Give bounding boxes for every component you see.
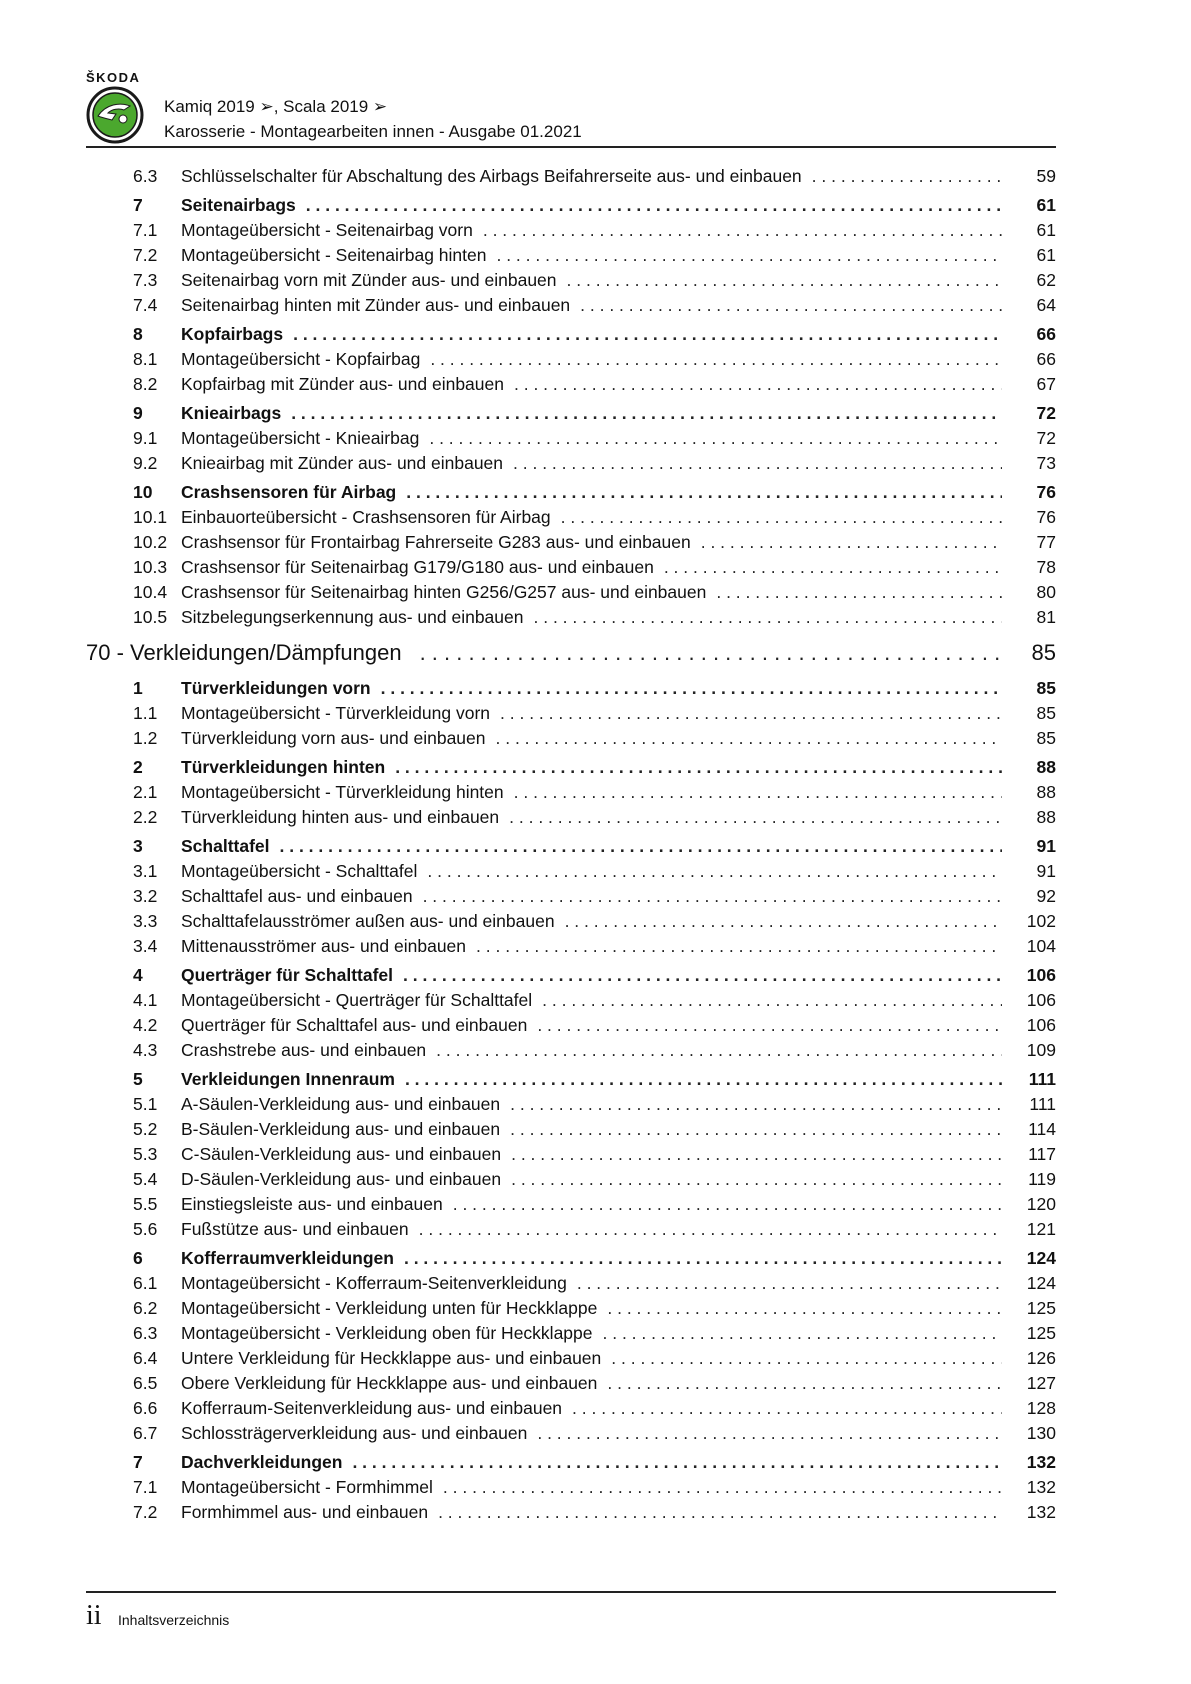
toc-entry-number: 4.3 xyxy=(133,1040,158,1060)
dot-leader xyxy=(419,1219,1002,1240)
dot-leader xyxy=(500,703,1002,724)
toc-entry-number: 3.2 xyxy=(133,886,158,906)
toc-entry-page: 81 xyxy=(1036,607,1056,627)
toc-entry-title: Querträger für Schalttafel xyxy=(181,965,393,985)
toc-entry-number: 6.7 xyxy=(133,1423,158,1443)
brand-wordmark: ŠKODA xyxy=(86,70,141,85)
toc-entry-title: Crashsensor für Seitenairbag hinten G256/G257 aus- und einbauen xyxy=(181,582,707,602)
toc-entry-page: 119 xyxy=(1028,1169,1056,1189)
header-divider xyxy=(86,146,1056,148)
toc-entry-row[interactable] xyxy=(86,861,1056,886)
toc-entry-title: Schalttafel aus- und einbauen xyxy=(181,886,413,906)
toc-chapter-row[interactable] xyxy=(86,836,1056,861)
toc-entry-number: 1.1 xyxy=(133,703,158,723)
dot-leader xyxy=(381,678,1002,699)
toc-entry-row[interactable] xyxy=(86,220,1056,245)
toc-entry-title: C-Säulen-Verkleidung aus- und einbauen xyxy=(181,1144,502,1164)
toc-entry-row[interactable] xyxy=(86,607,1056,632)
toc-entry-title: Montageübersicht - Türverkleidung vorn xyxy=(181,703,491,723)
toc-entry-number: 3 xyxy=(133,836,143,856)
toc-entry-title: Crashstrebe aus- und einbauen xyxy=(181,1040,427,1060)
toc-entry-row[interactable] xyxy=(86,1298,1056,1323)
toc-entry-title: Türverkleidung vorn aus- und einbauen xyxy=(181,728,486,748)
toc-entry-number: 5.2 xyxy=(133,1119,158,1139)
toc-entry-number: 4.2 xyxy=(133,1015,158,1035)
toc-entry-page: 130 xyxy=(1026,1423,1056,1443)
toc-entry-page: 106 xyxy=(1026,990,1056,1010)
dot-leader xyxy=(291,403,1002,424)
dot-leader xyxy=(423,886,1002,907)
dot-leader xyxy=(577,1273,1002,1294)
dot-leader xyxy=(664,557,1002,578)
dot-leader xyxy=(514,782,1002,803)
toc-entry-row[interactable] xyxy=(86,936,1056,961)
toc-entry-number: 4.1 xyxy=(133,990,158,1010)
dot-leader xyxy=(812,166,1002,187)
toc-entry-page: 80 xyxy=(1036,582,1056,602)
toc-entry-number: 10.3 xyxy=(133,557,168,577)
toc-entry-page: 62 xyxy=(1036,270,1056,290)
toc-entry-page: 102 xyxy=(1026,911,1056,931)
toc-entry-number: 2.1 xyxy=(133,782,158,802)
toc-entry-row[interactable] xyxy=(86,728,1056,753)
toc-entry-title: Montageübersicht - Kopfairbag xyxy=(181,349,421,369)
footer-section-name: Inhaltsverzeichnis xyxy=(118,1612,230,1628)
dot-leader xyxy=(537,1423,1002,1444)
toc-entry-title: Schlossträgerverkleidung aus- und einbauen xyxy=(181,1423,528,1443)
toc-entry-title: Montageübersicht - Formhimmel xyxy=(181,1477,433,1497)
dot-leader xyxy=(476,936,1002,957)
toc-entry-page: 111 xyxy=(1028,1069,1056,1089)
dot-leader xyxy=(443,1477,1002,1498)
dot-leader xyxy=(572,1398,1002,1419)
toc-entry-title: Obere Verkleidung für Heckklappe aus- und einbauen xyxy=(181,1373,598,1393)
toc-entry-page: 117 xyxy=(1028,1144,1056,1164)
toc-entry-page: 64 xyxy=(1036,295,1056,315)
toc-entry-row[interactable] xyxy=(86,1144,1056,1169)
toc-entry-row[interactable] xyxy=(86,1040,1056,1065)
toc-entry-page: 124 xyxy=(1026,1248,1056,1268)
toc-entry-page: 128 xyxy=(1026,1398,1056,1418)
toc-entry-title: Seitenairbag vorn mit Zünder aus- und einbauen xyxy=(181,270,557,290)
toc-entry-title: Türverkleidungen vorn xyxy=(181,678,371,698)
toc-entry-title: Verkleidungen Innenraum xyxy=(181,1069,395,1089)
toc-entry-page: 61 xyxy=(1036,195,1056,215)
toc-entry-page: 78 xyxy=(1036,557,1056,577)
toc-entry-number: 8 xyxy=(133,324,143,344)
toc-entry-number: 7.2 xyxy=(133,1502,158,1522)
toc-entry-row[interactable] xyxy=(86,349,1056,374)
dot-leader xyxy=(405,1069,1002,1090)
toc-entry-number: 2 xyxy=(133,757,143,777)
toc-entry-page: 91 xyxy=(1036,836,1056,856)
toc-entry-page: 73 xyxy=(1036,453,1056,473)
dot-leader xyxy=(611,1348,1002,1369)
toc-entry-number: 1.2 xyxy=(133,728,158,748)
toc-entry-number: 7.1 xyxy=(133,1477,158,1497)
toc-group-page: 85 xyxy=(1031,640,1056,665)
toc-entry-title: Montageübersicht - Kofferraum-Seitenverkleidung xyxy=(181,1273,567,1293)
toc-entry-title: B-Säulen-Verkleidung aus- und einbauen xyxy=(181,1119,501,1139)
toc-entry-row[interactable] xyxy=(86,1373,1056,1398)
toc-entry-title: Montageübersicht - Verkleidung oben für Heckklappe xyxy=(181,1323,593,1343)
toc-entry-page: 106 xyxy=(1026,1015,1056,1035)
toc-entry-page: 132 xyxy=(1026,1502,1056,1522)
toc-entry-title: Montageübersicht - Verkleidung unten für Heckklappe xyxy=(181,1298,598,1318)
toc-chapter-row[interactable] xyxy=(86,195,1056,220)
dot-leader xyxy=(513,453,1002,474)
dot-leader xyxy=(514,374,1002,395)
dot-leader xyxy=(537,1015,1002,1036)
toc-entry-page: 66 xyxy=(1036,349,1056,369)
toc-entry-row[interactable] xyxy=(86,507,1056,532)
toc-entry-row[interactable] xyxy=(86,1119,1056,1144)
toc-entry-row[interactable] xyxy=(86,703,1056,728)
toc-entry-page: 66 xyxy=(1036,324,1056,344)
toc-entry-row[interactable] xyxy=(86,1398,1056,1423)
toc-entry-number: 2.2 xyxy=(133,807,158,827)
toc-entry-number: 5.1 xyxy=(133,1094,158,1114)
toc-chapter-row[interactable] xyxy=(86,1069,1056,1094)
toc-entry-number: 3.1 xyxy=(133,861,158,881)
toc-entry-row[interactable] xyxy=(86,886,1056,911)
toc-entry-row[interactable] xyxy=(86,1423,1056,1448)
toc-entry-number: 5.4 xyxy=(133,1169,158,1189)
toc-entry-title: Mittenausströmer aus- und einbauen xyxy=(181,936,467,956)
toc-group-title: 70 - Verkleidungen/Dämpfungen xyxy=(86,640,402,665)
toc-entry-row[interactable] xyxy=(86,1323,1056,1348)
toc-entry-page: 91 xyxy=(1036,861,1056,881)
toc-entry-page: 126 xyxy=(1026,1348,1056,1368)
dot-leader xyxy=(580,295,1002,316)
dot-leader xyxy=(716,582,1002,603)
toc-group-heading[interactable] xyxy=(86,640,1056,674)
skoda-logo-icon xyxy=(86,86,144,144)
toc-section-list-1 xyxy=(86,166,1056,632)
toc-entry-row[interactable] xyxy=(86,245,1056,270)
dot-leader xyxy=(510,1094,1002,1115)
dot-leader xyxy=(293,324,1002,345)
toc-entry-row[interactable] xyxy=(86,807,1056,832)
toc-entry-title: Montageübersicht - Querträger für Schalttafel xyxy=(181,990,533,1010)
toc-chapter-row[interactable] xyxy=(86,965,1056,990)
toc-entry-number: 7 xyxy=(133,195,143,215)
toc-entry-title: Knieairbags xyxy=(181,403,282,423)
toc-entry-page: 124 xyxy=(1026,1273,1056,1293)
toc-entry-row[interactable] xyxy=(86,1502,1056,1527)
toc-entry-row[interactable] xyxy=(86,1169,1056,1194)
dot-leader xyxy=(496,728,1003,749)
toc-entry-number: 3.4 xyxy=(133,936,158,956)
toc-entry-number: 1 xyxy=(133,678,143,698)
toc-chapter-row[interactable] xyxy=(86,1248,1056,1273)
toc-entry-number: 6.3 xyxy=(133,1323,158,1343)
toc-entry-number: 5 xyxy=(133,1069,143,1089)
toc-entry-page: 114 xyxy=(1028,1119,1056,1139)
toc-entry-number: 5.3 xyxy=(133,1144,158,1164)
toc-entry-row[interactable] xyxy=(86,532,1056,557)
dot-leader xyxy=(438,1502,1002,1523)
toc-entry-page: 72 xyxy=(1036,403,1056,423)
toc-entry-row[interactable] xyxy=(86,374,1056,399)
toc-entry-row[interactable] xyxy=(86,911,1056,936)
toc-entry-title: Türverkleidungen hinten xyxy=(181,757,386,777)
toc-entry-page: 77 xyxy=(1036,532,1056,552)
dot-leader xyxy=(483,220,1002,241)
footer-divider xyxy=(86,1591,1056,1593)
toc-entry-row[interactable] xyxy=(86,453,1056,478)
dot-leader xyxy=(509,807,1002,828)
toc-entry-page: 88 xyxy=(1036,782,1056,802)
toc-entry-title: Seitenairbag hinten mit Zünder aus- und einbauen xyxy=(181,295,571,315)
toc-entry-number: 10.4 xyxy=(133,582,168,602)
dot-leader xyxy=(406,482,1002,503)
dot-leader xyxy=(534,607,1003,628)
toc-entry-title: Sitzbelegungserkennung aus- und einbauen xyxy=(181,607,524,627)
footer-page-number: ii xyxy=(86,1600,102,1631)
toc-entry-row[interactable] xyxy=(86,1348,1056,1373)
toc-entry-title: Kopfairbag mit Zünder aus- und einbauen xyxy=(181,374,504,394)
toc-chapter-row[interactable] xyxy=(86,757,1056,782)
dot-leader xyxy=(567,270,1002,291)
toc-entry-row[interactable] xyxy=(86,782,1056,807)
toc-entry-number: 10 xyxy=(133,482,153,502)
document-title: Kamiq 2019 ➢, Scala 2019 ➢ xyxy=(164,97,388,116)
dot-leader xyxy=(603,1323,1003,1344)
toc-entry-page: 92 xyxy=(1036,886,1056,906)
dot-leader xyxy=(306,195,1002,216)
toc-entry-row[interactable] xyxy=(86,1194,1056,1219)
document-subtitle: Karosserie - Montagearbeiten innen - Ausgabe 01.2021 xyxy=(164,122,582,141)
dot-leader xyxy=(403,965,1002,986)
toc-entry-number: 6 xyxy=(133,1248,143,1268)
toc-entry-page: 106 xyxy=(1026,965,1056,985)
toc-entry-page: 121 xyxy=(1026,1219,1056,1239)
toc-entry-number: 6.3 xyxy=(133,166,158,186)
dot-leader xyxy=(607,1298,1002,1319)
toc-entry-title: Seitenairbags xyxy=(181,195,296,215)
toc-entry-page: 61 xyxy=(1036,220,1056,240)
toc-entry-title: A-Säulen-Verkleidung aus- und einbauen xyxy=(181,1094,501,1114)
toc-entry-number: 9.2 xyxy=(133,453,158,473)
toc-entry-page: 104 xyxy=(1026,936,1056,956)
toc-entry-title: D-Säulen-Verkleidung aus- und einbauen xyxy=(181,1169,502,1189)
toc-entry-number: 7 xyxy=(133,1452,143,1472)
toc-entry-title: Knieairbag mit Zünder aus- und einbauen xyxy=(181,453,504,473)
toc-entry-page: 85 xyxy=(1036,728,1056,748)
toc-entry-page: 120 xyxy=(1026,1194,1056,1214)
dot-leader xyxy=(565,911,1002,932)
toc-entry-row[interactable] xyxy=(86,582,1056,607)
toc-entry-title: Crashsensor für Seitenairbag G179/G180 aus- und einbauen xyxy=(181,557,654,577)
toc-entry-number: 10.2 xyxy=(133,532,168,552)
toc-entry-title: Schalttafel xyxy=(181,836,270,856)
toc-entry-title: Montageübersicht - Seitenairbag hinten xyxy=(181,245,487,265)
toc-entry-page: 127 xyxy=(1026,1373,1056,1393)
toc-entry-row[interactable] xyxy=(86,166,1056,191)
dot-leader xyxy=(352,1452,1002,1473)
toc-entry-title: Türverkleidung hinten aus- und einbauen xyxy=(181,807,500,827)
toc-entry-number: 6.1 xyxy=(133,1273,158,1293)
toc-entry-title: Formhimmel aus- und einbauen xyxy=(181,1502,429,1522)
toc-entry-row[interactable] xyxy=(86,1015,1056,1040)
toc-entry-row[interactable] xyxy=(86,295,1056,320)
dot-leader xyxy=(436,1040,1002,1061)
dot-leader xyxy=(510,1119,1002,1140)
toc-entry-page: 85 xyxy=(1036,703,1056,723)
toc-entry-title: Schalttafelausströmer außen aus- und einbauen xyxy=(181,911,555,931)
toc-entry-title: Montageübersicht - Schalttafel xyxy=(181,861,418,881)
dot-leader xyxy=(511,1144,1002,1165)
toc-entry-title: Crashsensor für Frontairbag Fahrerseite G283 aus- und einbauen xyxy=(181,532,691,552)
toc-entry-row[interactable] xyxy=(86,1094,1056,1119)
toc-entry-title: Montageübersicht - Türverkleidung hinten xyxy=(181,782,504,802)
dot-leader xyxy=(430,349,1002,370)
toc-entry-title: Kofferraum-Seitenverkleidung aus- und einbauen xyxy=(181,1398,563,1418)
toc-entry-title: Montageübersicht - Knieairbag xyxy=(181,428,420,448)
dot-leader xyxy=(429,428,1002,449)
toc-entry-number: 3.3 xyxy=(133,911,158,931)
table-of-contents xyxy=(86,166,1056,1527)
toc-entry-title: Schlüsselschalter für Abschaltung des Airbags Beifahrerseite aus- und einbauen xyxy=(181,166,802,186)
toc-entry-title: Kofferraumverkleidungen xyxy=(181,1248,394,1268)
toc-entry-page: 109 xyxy=(1026,1040,1056,1060)
toc-entry-page: 111 xyxy=(1029,1094,1056,1114)
toc-entry-number: 4 xyxy=(133,965,143,985)
dot-leader xyxy=(453,1194,1002,1215)
toc-entry-number: 9 xyxy=(133,403,143,423)
toc-entry-page: 85 xyxy=(1036,678,1056,698)
toc-entry-number: 7.3 xyxy=(133,270,158,290)
toc-entry-page: 61 xyxy=(1036,245,1056,265)
toc-entry-number: 10.5 xyxy=(133,607,168,627)
toc-entry-title: Kopfairbags xyxy=(181,324,284,344)
toc-entry-page: 72 xyxy=(1036,428,1056,448)
toc-section-list-2 xyxy=(86,678,1056,1527)
toc-entry-title: Dachverkleidungen xyxy=(181,1452,343,1472)
dot-leader xyxy=(404,1248,1002,1269)
toc-entry-title: Querträger für Schalttafel aus- und einbauen xyxy=(181,1015,528,1035)
dot-leader xyxy=(701,532,1002,553)
toc-entry-row[interactable] xyxy=(86,428,1056,453)
page-header xyxy=(86,70,1056,146)
toc-chapter-row[interactable] xyxy=(86,324,1056,349)
toc-entry-number: 10.1 xyxy=(133,507,168,527)
toc-entry-row[interactable] xyxy=(86,1477,1056,1502)
toc-chapter-row[interactable] xyxy=(86,678,1056,703)
toc-entry-page: 76 xyxy=(1036,507,1056,527)
toc-entry-row[interactable] xyxy=(86,557,1056,582)
toc-entry-title: Einbauorteübersicht - Crashsensoren für Airbag xyxy=(181,507,551,527)
toc-entry-number: 7.1 xyxy=(133,220,158,240)
toc-entry-row[interactable] xyxy=(86,990,1056,1015)
toc-entry-title: Untere Verkleidung für Heckklappe aus- und einbauen xyxy=(181,1348,602,1368)
dot-leader xyxy=(280,836,1003,857)
toc-entry-number: 6.6 xyxy=(133,1398,158,1418)
dot-leader xyxy=(561,507,1002,528)
dot-leader xyxy=(496,245,1002,266)
toc-entry-page: 125 xyxy=(1026,1323,1056,1343)
toc-entry-number: 6.5 xyxy=(133,1373,158,1393)
toc-entry-page: 67 xyxy=(1036,374,1056,394)
dot-leader xyxy=(427,861,1002,882)
toc-entry-title: Montageübersicht - Seitenairbag vorn xyxy=(181,220,473,240)
toc-entry-number: 5.5 xyxy=(133,1194,158,1214)
toc-entry-page: 59 xyxy=(1036,166,1056,186)
toc-entry-row[interactable] xyxy=(86,1219,1056,1244)
toc-entry-title: Einstiegsleiste aus- und einbauen xyxy=(181,1194,443,1214)
toc-entry-number: 8.1 xyxy=(133,349,158,369)
toc-entry-page: 132 xyxy=(1026,1452,1056,1472)
dot-leader xyxy=(511,1169,1002,1190)
toc-chapter-row[interactable] xyxy=(86,1452,1056,1477)
toc-entry-number: 7.4 xyxy=(133,295,158,315)
toc-chapter-row[interactable] xyxy=(86,403,1056,428)
toc-entry-number: 6.4 xyxy=(133,1348,158,1368)
dot-leader xyxy=(542,990,1002,1011)
dot-leader xyxy=(607,1373,1002,1394)
toc-entry-number: 7.2 xyxy=(133,245,158,265)
toc-entry-row[interactable] xyxy=(86,270,1056,295)
dot-leader xyxy=(395,757,1002,778)
toc-chapter-row[interactable] xyxy=(86,482,1056,507)
dot-leader xyxy=(420,640,1000,666)
toc-entry-number: 5.6 xyxy=(133,1219,158,1239)
toc-entry-row[interactable] xyxy=(86,1273,1056,1298)
toc-entry-page: 132 xyxy=(1026,1477,1056,1497)
toc-entry-page: 76 xyxy=(1036,482,1056,502)
toc-entry-number: 9.1 xyxy=(133,428,158,448)
toc-entry-number: 6.2 xyxy=(133,1298,158,1318)
toc-entry-page: 88 xyxy=(1036,757,1056,777)
toc-entry-page: 125 xyxy=(1026,1298,1056,1318)
toc-entry-number: 8.2 xyxy=(133,374,158,394)
toc-entry-page: 88 xyxy=(1036,807,1056,827)
toc-entry-title: Crashsensoren für Airbag xyxy=(181,482,397,502)
toc-entry-title: Fußstütze aus- und einbauen xyxy=(181,1219,409,1239)
